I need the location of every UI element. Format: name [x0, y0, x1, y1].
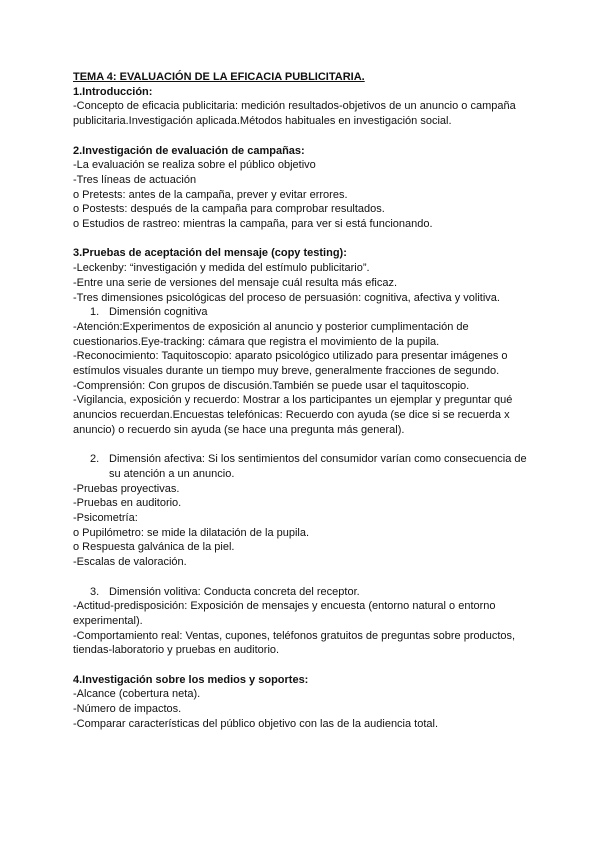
item-number: 1. — [90, 306, 100, 319]
item-text: Dimensión afectiva: Si los sentimientos del consumidor varían como consecuencia de su atención a un anuncio. — [109, 453, 527, 480]
list-item: -Leckenby: “investigación y medida del estímulo publicitario”. — [73, 262, 370, 275]
list-item: -Psicometría: — [73, 512, 138, 525]
spacer — [73, 438, 530, 453]
list-item: -Comprensión: Con grupos de discusión.También se puede usar el taquitoscopio. — [73, 379, 470, 392]
list-item: -Vigilancia, exposición y recuerdo: Mostrar a los participantes un ejemplar y preguntar qué anuncios recuerdan.Encuestas telefónicas: Recuerdo con ayuda (se dice si se recuerda x anuncio) o recuerdo sin ayuda (se hace una pregunta más general). — [73, 394, 513, 436]
list-item: o Pretests: antes de la campaña, prever y evitar errores. — [73, 188, 348, 201]
list-item: -Entre una serie de versiones del mensaje cuál resulta más eficaz. — [73, 276, 398, 289]
spacer — [73, 658, 530, 673]
list-item: -Comportamiento real: Ventas, cupones, teléfonos gratuitos de preguntas sobre productos, tiendas-laboratorio y pruebas en auditorio. — [73, 629, 516, 657]
list-item: -Escalas de valoración. — [73, 556, 187, 569]
list-item: -Número de impactos. — [73, 703, 182, 716]
section-2-heading: 2.Investigación de evaluación de campañas: — [73, 144, 305, 157]
item-text: Dimensión cognitiva — [109, 306, 208, 319]
spacer — [73, 570, 530, 585]
list-item: o Pupilómetro: se mide la dilatación de la pupila. — [73, 526, 310, 539]
section-4-heading: 4.Investigación sobre los medios y soportes: — [73, 673, 309, 686]
item-number: 3. — [90, 585, 100, 598]
list-item: -Pruebas en auditorio. — [73, 497, 182, 510]
list-item: -Atención:Experimentos de exposición al anuncio y posterior cumplimentación de cuestionarios.Eye-tracking: cámara que registra el movimiento de la pupila. — [73, 320, 469, 348]
item-text: Dimensión volitiva: Conducta concreta del receptor. — [109, 585, 360, 598]
list-item: -Reconocimiento: Taquitoscopio: aparato psicológico utilizado para presentar imágenes o estímulos visuales durante un tiempo muy breve, generalmente fracciones de segundo. — [73, 350, 508, 378]
section-1-heading: 1.Introducción: — [73, 85, 153, 98]
list-item: -La evaluación se realiza sobre el público objetivo — [73, 159, 316, 172]
item-number: 2. — [90, 453, 100, 466]
document-title: TEMA 4: EVALUACIÓN DE LA EFICACIA PUBLICITARIA. — [73, 71, 365, 83]
spacer — [73, 232, 530, 247]
list-item: -Alcance (cobertura neta). — [73, 688, 201, 701]
list-item: -Tres dimensiones psicológicas del proceso de persuasión: cognitiva, afectiva y volitiva. — [73, 291, 500, 304]
numbered-item-dimension-afectiva — [73, 452, 530, 481]
numbered-item-dimension-volitiva — [73, 585, 530, 600]
list-item: o Estudios de rastreo: mientras la campaña, para ver si está funcionando. — [73, 218, 433, 231]
list-item: o Postests: después de la campaña para comprobar resultados. — [73, 203, 385, 216]
list-item: -Comparar características del público objetivo con las de la audiencia total. — [73, 717, 439, 730]
list-item: -Actitud-predisposición: Exposición de mensajes y encuesta (entorno natural o entorno experimental). — [73, 600, 496, 627]
paragraph: -Concepto de eficacia publicitaria: medición resultados-objetivos de un anuncio o campaña publicitaria.Investigación aplicada.Métodos habituales en investigación social. — [73, 100, 516, 128]
spacer — [73, 129, 530, 144]
numbered-item-dimension-cognitiva — [73, 305, 530, 320]
section-3-heading: 3.Pruebas de aceptación del mensaje (copy testing): — [73, 247, 347, 260]
list-item: -Pruebas proyectivas. — [73, 482, 180, 495]
list-item: -Tres líneas de actuación — [73, 173, 197, 186]
list-item: o Respuesta galvánica de la piel. — [73, 541, 235, 554]
